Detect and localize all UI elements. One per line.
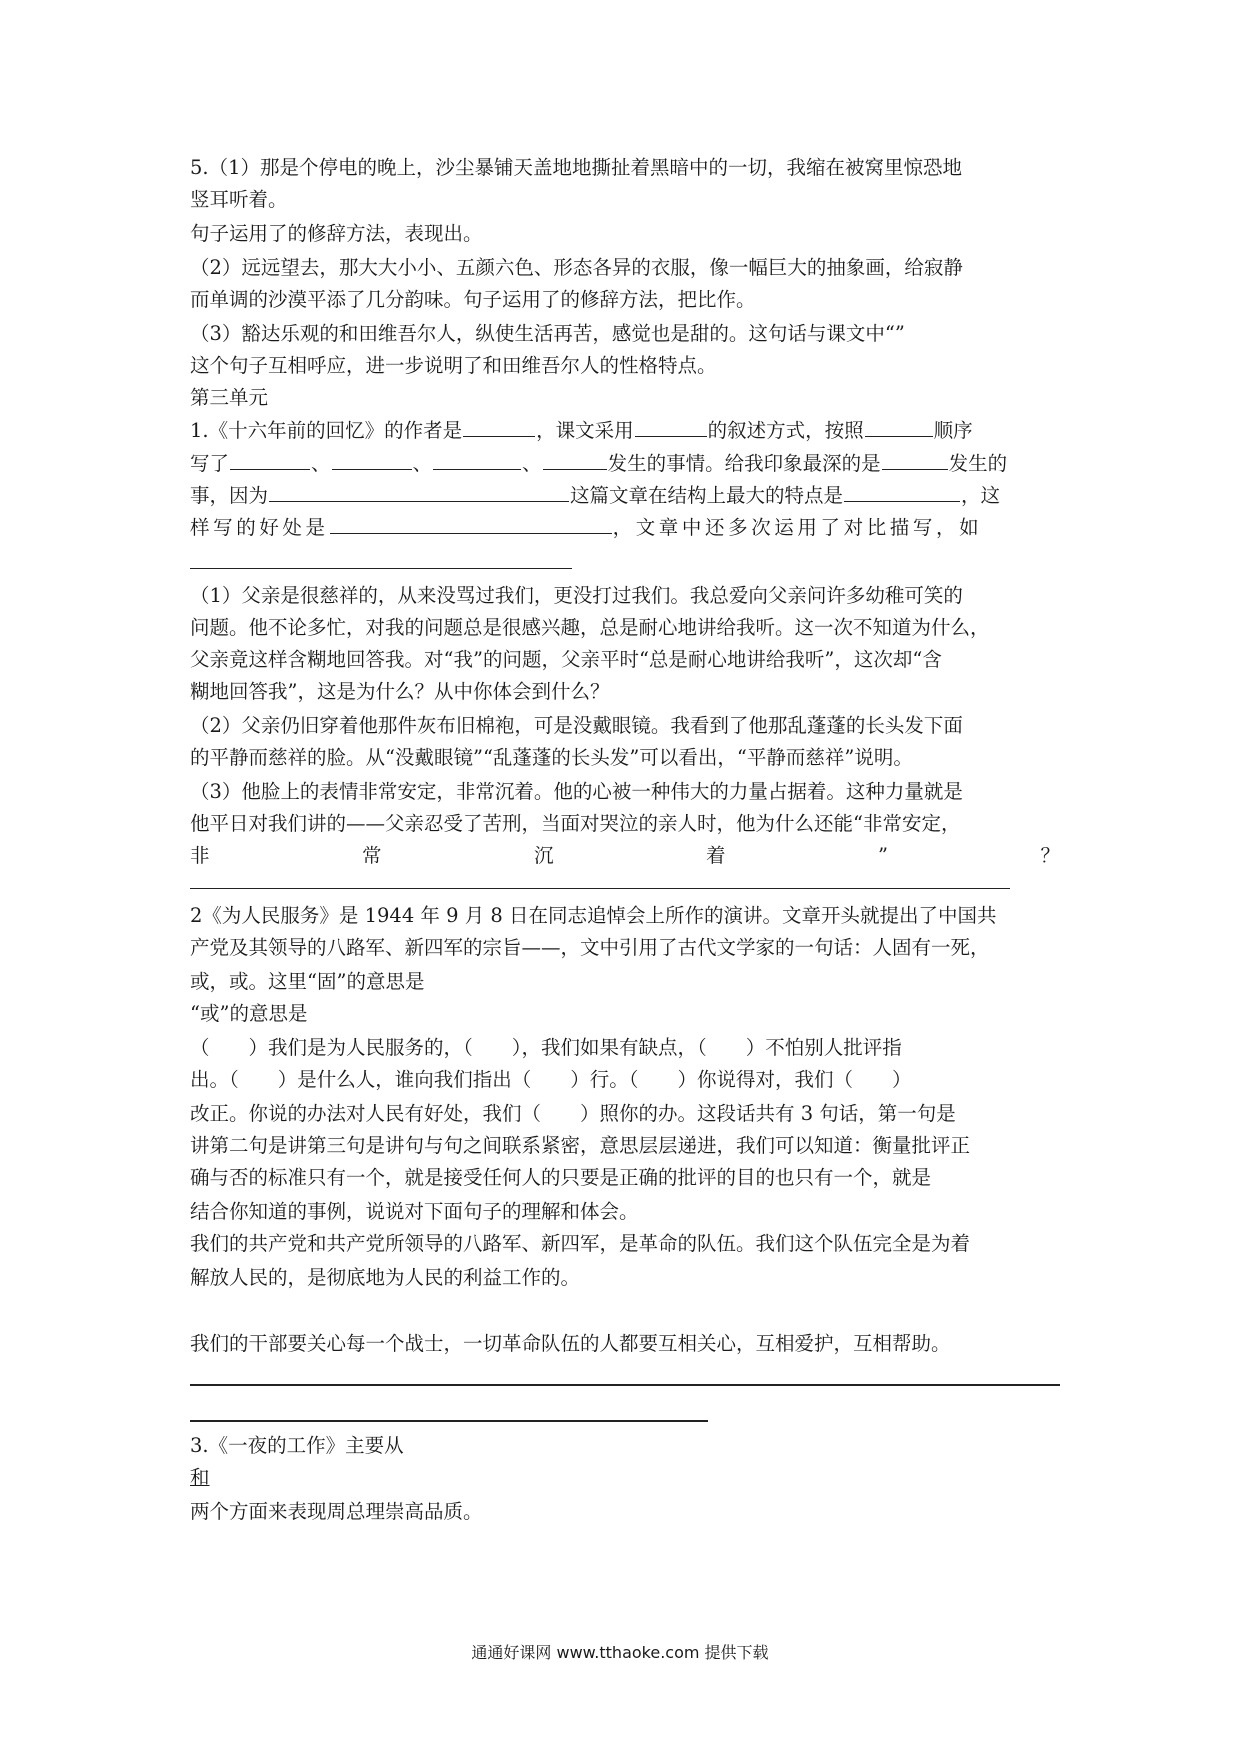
q2-line-8: 讲第二句是讲第三句是讲句与句之间联系紧密，意思层层递进，我们可以知道：衡量批评正 xyxy=(190,1134,971,1157)
blank[interactable] xyxy=(332,451,412,470)
blank[interactable] xyxy=(463,418,535,437)
answer-line[interactable] xyxy=(190,1420,708,1422)
q5-line-4: （2）远远望去，那大大小小、五颜六色、形态各异的衣服，像一幅巨大的抽象画，给寂静 xyxy=(190,256,963,279)
blank[interactable] xyxy=(635,418,707,437)
q5-line-6: （3）豁达乐观的和田维吾尔人，纵使生活再苦，感觉也是甜的。这句话与课文中“” xyxy=(190,322,905,345)
q1-line-3 xyxy=(190,480,1060,512)
p3-line-1: （3）他脸上的表情非常安定，非常沉着。他的心被一种伟大的力量占据着。这种力量就是 xyxy=(190,780,963,803)
q2-line-2: 产党及其领导的八路军、新四军的宗旨——，文中引用了古代文学家的一句话：人固有一死， xyxy=(190,936,990,959)
blank[interactable] xyxy=(230,451,310,470)
q1-line-4 xyxy=(190,512,1060,544)
q2-line-5: （ ）我们是为人民服务的，（ ），我们如果有缺点，（ ）不怕别人批评指 xyxy=(190,1036,902,1059)
p1-line-1: （1）父亲是很慈祥的，从来没骂过我们，更没打过我们。我总爱向父亲问许多幼稚可笑的 xyxy=(190,584,963,607)
q1-text: 样写的好处是 xyxy=(190,516,329,539)
answer-line[interactable] xyxy=(190,888,1010,889)
blank[interactable] xyxy=(269,483,569,502)
q1-text: 顺序 xyxy=(933,419,973,442)
q1-text: 这篇文章在结构上最大的特点是 xyxy=(570,484,844,507)
q1-text: ，课文采用 xyxy=(536,419,634,442)
footer-credit: 通通好课网 www.tthaoke.com 提供下载 xyxy=(471,1643,769,1662)
q3-line-2 xyxy=(190,1462,1060,1494)
q1-text: 的叙述方式，按照 xyxy=(707,419,864,442)
q5-line-1: 5.（1）那是个停电的晚上，沙尘暴铺天盖地地撕扯着黑暗中的一切，我缩在被窝里惊恐地 xyxy=(190,156,963,179)
blank[interactable] xyxy=(433,451,521,470)
p3-line-3: 非常沉着”？ xyxy=(190,844,1060,867)
p1-line-3: 父亲竟这样含糊地回答我。对“我”的问题，父亲平时“总是耐心地讲给我听”，这次却“含 xyxy=(190,648,942,671)
q1-text: ，文章中还多次运用了对比描写，如 xyxy=(612,516,983,539)
blank[interactable] xyxy=(844,483,960,502)
q2-line-1: 2《为人民服务》是 1944 年 9 月 8 日在同志追悼会上所作的演讲。文章开头就提出了中国共 xyxy=(190,904,997,927)
q1-text: 发生的 xyxy=(948,452,1008,475)
q5-line-7: 这个句子互相呼应，进一步说明了和田维吾尔人的性格特点。 xyxy=(190,354,717,377)
q1-text: 、 xyxy=(522,452,542,475)
q5-line-5: 而单调的沙漠平添了几分韵味。句子运用了的修辞方法，把比作。 xyxy=(190,288,756,311)
q1-line-1 xyxy=(190,415,1060,447)
p2-line-2: 的平静而慈祥的脸。从“没戴眼镜”“乱蓬蓬的长头发”可以看出，“平静而慈祥”说明。 xyxy=(190,746,913,769)
q1-text: 发生的事情。给我印象最深的是 xyxy=(607,452,881,475)
blank[interactable] xyxy=(865,418,933,437)
q2-line-3: 或，或。这里“固”的意思是 xyxy=(190,970,425,993)
q5-line-2: 竖耳听着。 xyxy=(190,188,288,211)
q2-line-11: 我们的共产党和共产党所领导的八路军、新四军，是革命的队伍。我们这个队伍完全是为着 xyxy=(190,1232,971,1255)
q2-line-13: 我们的干部要关心每一个战士，一切革命队伍的人都要互相关心，互相爱护，互相帮助。 xyxy=(190,1332,951,1355)
blank[interactable] xyxy=(543,451,607,470)
q3-line-3: 两个方面来表现周总理崇高品质。 xyxy=(190,1500,483,1523)
q1-text: 事，因为 xyxy=(190,484,269,507)
p3-line-2: 他平日对我们讲的——父亲忍受了苦刑，当面对哭泣的亲人时，他为什么还能“非常安定， xyxy=(190,812,961,835)
blank[interactable] xyxy=(882,451,948,470)
unit-heading: 第三单元 xyxy=(190,386,269,409)
answer-line[interactable] xyxy=(190,1384,1060,1386)
p1-line-2: 问题。他不论多忙，对我的问题总是很感兴趣，总是耐心地讲给我听。这一次不知道为什么， xyxy=(190,616,990,639)
q3-text: 和 xyxy=(190,1466,210,1489)
q3-line-1: 3.《一夜的工作》主要从 xyxy=(190,1434,404,1457)
q2-line-6: 出。（ ）是什么人，谁向我们指出（ ）行。（ ）你说得对，我们（ ） xyxy=(190,1068,912,1091)
q2-line-9: 确与否的标准只有一个，就是接受任何人的只要是正确的批评的目的也只有一个，就是 xyxy=(190,1166,932,1189)
q2-line-12: 解放人民的，是彻底地为人民的利益工作的。 xyxy=(190,1266,581,1289)
q2-line-7: 改正。你说的办法对人民有好处，我们（ ）照你的办。这段话共有 3 句话，第一句是 xyxy=(190,1102,956,1125)
q1-text: ，这 xyxy=(961,484,1001,507)
answer-line[interactable] xyxy=(190,568,572,569)
q2-line-4: “或”的意思是 xyxy=(190,1002,308,1025)
q1-text: 、 xyxy=(311,452,331,475)
q5-line-3: 句子运用了的修辞方法，表现出。 xyxy=(190,222,483,245)
q1-text: 1.《十六年前的回忆》的作者是 xyxy=(190,419,463,442)
blank[interactable] xyxy=(330,515,612,534)
q1-text: 、 xyxy=(412,452,433,475)
p1-line-4: 糊地回答我”，这是为什么？从中你体会到什么？ xyxy=(190,680,610,703)
q1-text: 写了 xyxy=(190,452,230,475)
p2-line-1: （2）父亲仍旧穿着他那件灰布旧棉袍，可是没戴眼镜。我看到了他那乱蓬蓬的长头发下面 xyxy=(190,714,963,737)
q1-line-2 xyxy=(190,448,1060,480)
q2-line-10: 结合你知道的事例，说说对下面句子的理解和体会。 xyxy=(190,1200,639,1223)
